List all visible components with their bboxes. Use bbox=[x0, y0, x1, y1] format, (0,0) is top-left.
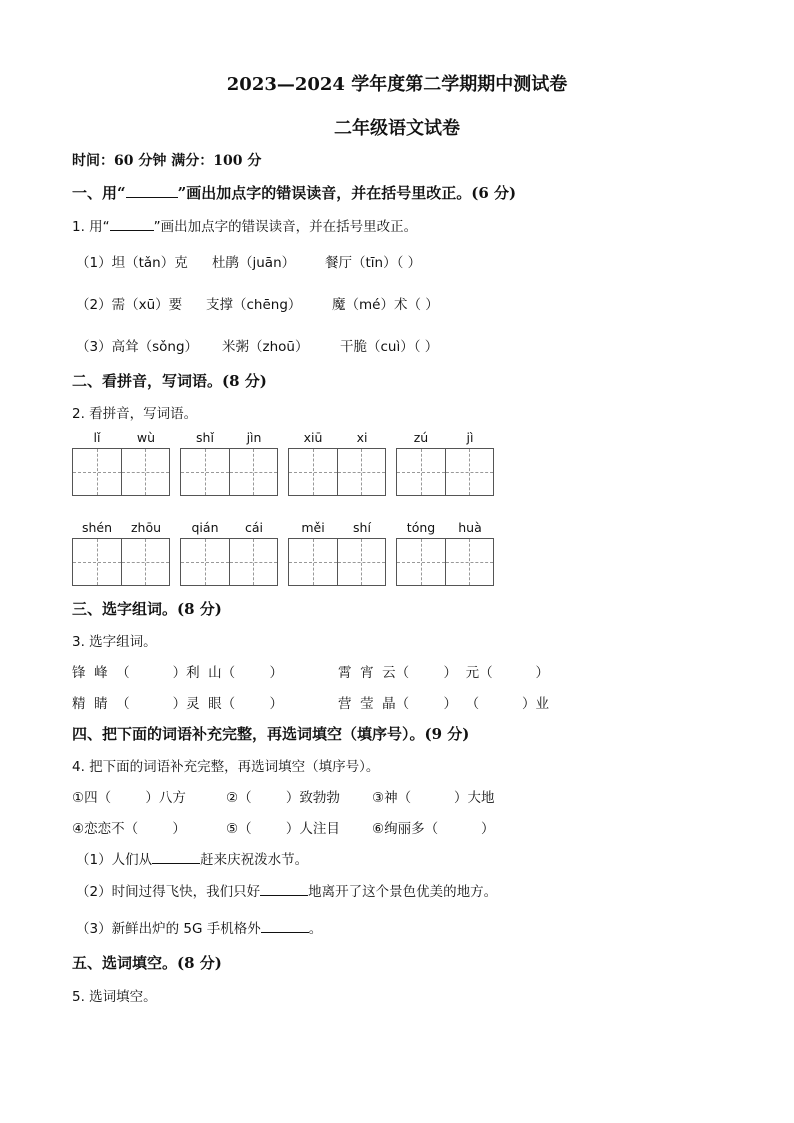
section-3-heading: 三、选字组词。(8 分) bbox=[72, 600, 222, 618]
q4-sentence-1: （1）人们从 赶来庆祝泼水节。 bbox=[76, 852, 309, 868]
pinyin-label: zú bbox=[413, 430, 429, 445]
pinyin-label: lǐ bbox=[93, 430, 101, 445]
q1-row2-item2: 支撑（chēng） bbox=[206, 297, 302, 313]
q1-row3-item1: （3）高耸（sǒng） bbox=[76, 339, 199, 355]
q1-row2-item1: （2）需（xū）要 bbox=[76, 297, 183, 313]
answer-blank[interactable] bbox=[261, 932, 309, 933]
q1-row1-item2: 杜鹃（juān） bbox=[212, 255, 296, 271]
pinyin-label: zhōu bbox=[130, 520, 162, 535]
answer-blank[interactable] bbox=[260, 895, 308, 896]
q1-row3-item3: 干脆（cuì）（ ） bbox=[340, 339, 439, 355]
writing-grid[interactable] bbox=[180, 448, 278, 496]
q1-row3-item2: 米粥（zhoū） bbox=[222, 339, 309, 355]
q4-word-1: ①四（ ）八方 bbox=[72, 790, 186, 806]
exam-subtitle: 二年级语文试卷 bbox=[334, 118, 460, 139]
q3-row1-left: 锋 峰 （ ）利 山（ ） bbox=[72, 665, 283, 681]
pinyin-label: wù bbox=[136, 430, 156, 445]
writing-grid[interactable] bbox=[396, 448, 494, 496]
pinyin-label: jìn bbox=[246, 430, 262, 445]
writing-grid[interactable] bbox=[72, 538, 170, 586]
q4-sentence-3: （3）新鲜出炉的 5G 手机格外 。 bbox=[76, 921, 323, 937]
pinyin-label: shén bbox=[81, 520, 113, 535]
pinyin-label: jì bbox=[466, 430, 474, 445]
q4-word-6: ⑥绚丽多（ ） bbox=[372, 821, 495, 837]
writing-grid[interactable] bbox=[396, 538, 494, 586]
q3-row2-right: 营 莹 晶（ ） （ ）业 bbox=[338, 696, 549, 712]
question-3: 3. 选字组词。 bbox=[72, 634, 157, 650]
question-1: 1. 用“ ”画出加点字的错误读音，并在括号里改正。 bbox=[72, 219, 418, 235]
writing-grid[interactable] bbox=[72, 448, 170, 496]
writing-grid[interactable] bbox=[288, 538, 386, 586]
pinyin-label: huà bbox=[458, 520, 482, 535]
pinyin-label: shǐ bbox=[196, 430, 214, 445]
section-1-heading: 一、用“ ”画出加点字的错误读音，并在括号里改正。(6 分) bbox=[72, 184, 517, 202]
section-2-heading: 二、看拼音，写词语。(8 分) bbox=[72, 372, 267, 390]
pinyin-label: xiū bbox=[303, 430, 323, 445]
section-5-heading: 五、选词填空。(8 分) bbox=[72, 954, 222, 972]
section-4-heading: 四、把下面的词语补充完整，再选词填空（填序号）。(9 分) bbox=[72, 725, 470, 743]
q3-row2-left: 精 睛 （ ）灵 眼（ ） bbox=[72, 696, 283, 712]
q4-word-4: ④恋恋不（ ） bbox=[72, 821, 186, 837]
q1-row1-item1: （1）坦（tǎn）克 bbox=[76, 255, 188, 271]
pinyin-label: shí bbox=[353, 520, 371, 535]
q4-sentence-2: （2）时间过得飞快，我们只好 地离开了这个景色优美的地方。 bbox=[76, 884, 498, 900]
question-5: 5. 选词填空。 bbox=[72, 989, 157, 1005]
exam-meta: 时间：60 分钟 满分：100 分 bbox=[72, 153, 262, 169]
q1-row1-item3: 餐厅（tīn）（ ） bbox=[325, 255, 422, 271]
exam-title: 2023—2024 学年度第二学期期中测试卷 bbox=[226, 74, 568, 95]
pinyin-label: tóng bbox=[406, 520, 436, 535]
writing-grid[interactable] bbox=[288, 448, 386, 496]
pinyin-label: měi bbox=[301, 520, 325, 535]
pinyin-label: xi bbox=[356, 430, 368, 445]
pinyin-label: cái bbox=[244, 520, 263, 535]
q1-row2-item3: 魔（mé）术（ ） bbox=[332, 297, 439, 313]
question-4: 4. 把下面的词语补充完整，再选词填空（填序号）。 bbox=[72, 759, 380, 775]
q4-word-3: ③神（ ）大地 bbox=[372, 790, 495, 806]
pinyin-label: qián bbox=[191, 520, 219, 535]
answer-blank[interactable] bbox=[152, 863, 200, 864]
q4-word-5: ⑤（ ）人注目 bbox=[226, 821, 340, 837]
q3-row1-right: 霄 宵 云（ ） 元（ ） bbox=[338, 665, 549, 681]
question-2: 2. 看拼音，写词语。 bbox=[72, 406, 198, 422]
writing-grid[interactable] bbox=[180, 538, 278, 586]
q4-word-2: ②（ ）致勃勃 bbox=[226, 790, 340, 806]
